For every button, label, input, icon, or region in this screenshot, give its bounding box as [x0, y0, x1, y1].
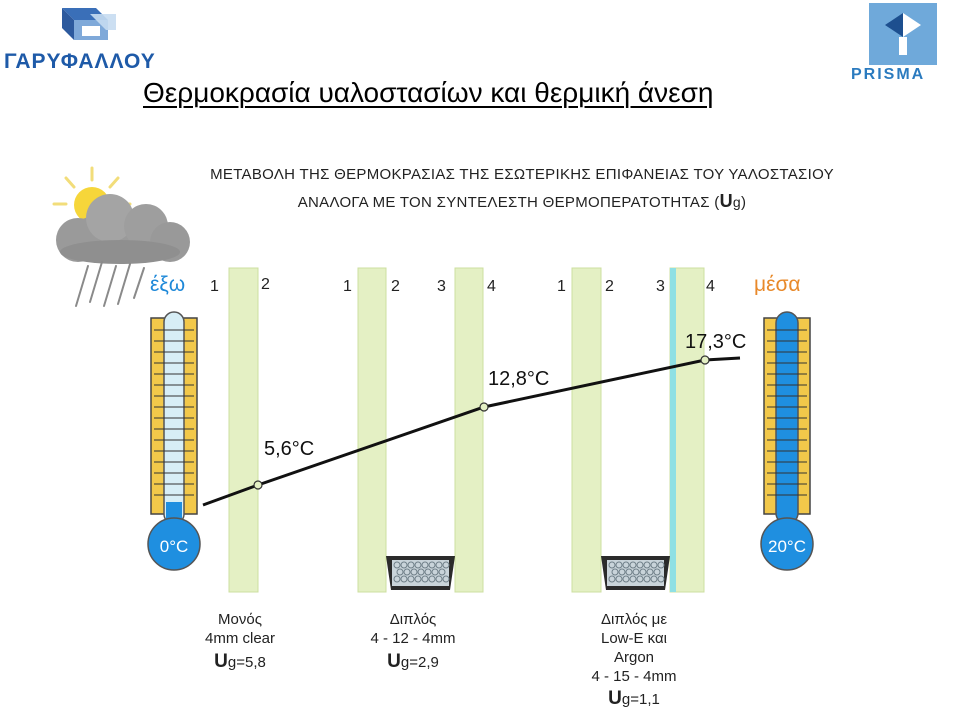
single-surface-2: 2 — [261, 276, 270, 293]
lowe-u-value — [608, 688, 660, 709]
lowe-temp-label: 17,3°C — [685, 331, 747, 353]
lowe-pane-outer — [572, 268, 601, 592]
heading-u-symbol: U — [719, 191, 733, 211]
prisma-wordmark: PRISMA — [851, 66, 926, 83]
double-pane-outer — [358, 268, 386, 592]
double-u-value — [387, 651, 439, 672]
double-g-text: g=2,9 — [400, 654, 439, 671]
lowe-u-symbol: U — [608, 688, 622, 709]
double-surface-2: 2 — [391, 278, 400, 295]
double-temp-marker — [480, 403, 488, 411]
double-surface-4: 4 — [487, 278, 496, 295]
lowe-surface-1: 1 — [557, 278, 566, 295]
lowe-temp-marker — [701, 356, 709, 364]
inside-temp: 20°C — [768, 537, 806, 556]
rain-icon — [76, 262, 144, 306]
lowe-caption — [591, 611, 676, 709]
page-title: Θερμοκρασία υαλοστασίων και θερμική άνεση — [143, 77, 714, 108]
double-caption — [370, 611, 455, 672]
double-pane-inner — [455, 268, 483, 592]
outside-label: έξω — [150, 273, 186, 296]
double-spacer-icon — [386, 556, 455, 590]
single-caption-line2: 4mm clear — [204, 630, 276, 647]
double-surface-3: 3 — [437, 278, 446, 295]
outside-thermometer-icon — [148, 312, 200, 570]
single-glazing — [210, 268, 270, 592]
single-caption — [205, 611, 275, 672]
double-caption-line1: Διπλός — [389, 611, 437, 628]
lowe-spacer-icon — [601, 556, 670, 590]
single-surface-1: 1 — [210, 278, 219, 295]
lowe-g-text: g=1,1 — [621, 691, 660, 708]
lowe-caption-line3: Argon — [613, 649, 655, 666]
lowe-surface-2: 2 — [605, 278, 614, 295]
lowe-surface-4: 4 — [706, 278, 715, 295]
double-u-symbol: U — [387, 651, 401, 672]
heading-g-subscript: g — [732, 194, 741, 210]
heading-prefix: ΑΝΑΛΟΓΑ ΜΕ ΤΟΝ ΣΥΝΤΕΛΕΣΤΗ ΘΕΡΜΟΠΕΡΑΤΟΤΗΤΑΣ ( — [297, 194, 720, 211]
double-surface-1: 1 — [343, 278, 352, 295]
single-temp-label: 5,6°C — [264, 438, 315, 460]
lowe-caption-line2: Low-E και — [600, 630, 668, 647]
garyfallou-wordmark: ΓΑΡΥΦΑΛΛΟΥ — [4, 50, 156, 73]
lowe-glazing — [557, 268, 715, 592]
outside-temp: 0°C — [159, 537, 189, 556]
single-u-value — [214, 651, 266, 672]
single-u-symbol: U — [214, 651, 228, 672]
single-g-text: g=5,8 — [227, 654, 266, 671]
single-temp-marker — [254, 481, 262, 489]
single-caption-line1: Μονός — [218, 611, 262, 628]
heading-suffix: ) — [740, 194, 747, 211]
lowe-surface-3: 3 — [656, 278, 665, 295]
lowe-caption-line1: Διπλός με — [600, 611, 668, 628]
inside-thermometer-icon — [761, 312, 813, 570]
inside-label: μέσα — [754, 273, 801, 296]
lowe-caption-line4: 4 - 15 - 4mm — [591, 668, 677, 685]
double-temp-label: 12,8°C — [488, 368, 550, 390]
double-caption-line2: 4 - 12 - 4mm — [370, 630, 456, 647]
single-pane — [229, 268, 258, 592]
diagram-heading-line1: ΜΕΤΑΒΟΛΗ ΤΗΣ ΘΕΡΜΟΚΡΑΣΙΑΣ ΤΗΣ ΕΣΩΤΕΡΙΚΗΣ ΕΠΙΦΑΝΕΙΑΣ ΤΟΥ ΥΑΛΟΣΤΑΣΙΟΥ — [210, 166, 834, 183]
lowe-coating — [670, 268, 676, 592]
